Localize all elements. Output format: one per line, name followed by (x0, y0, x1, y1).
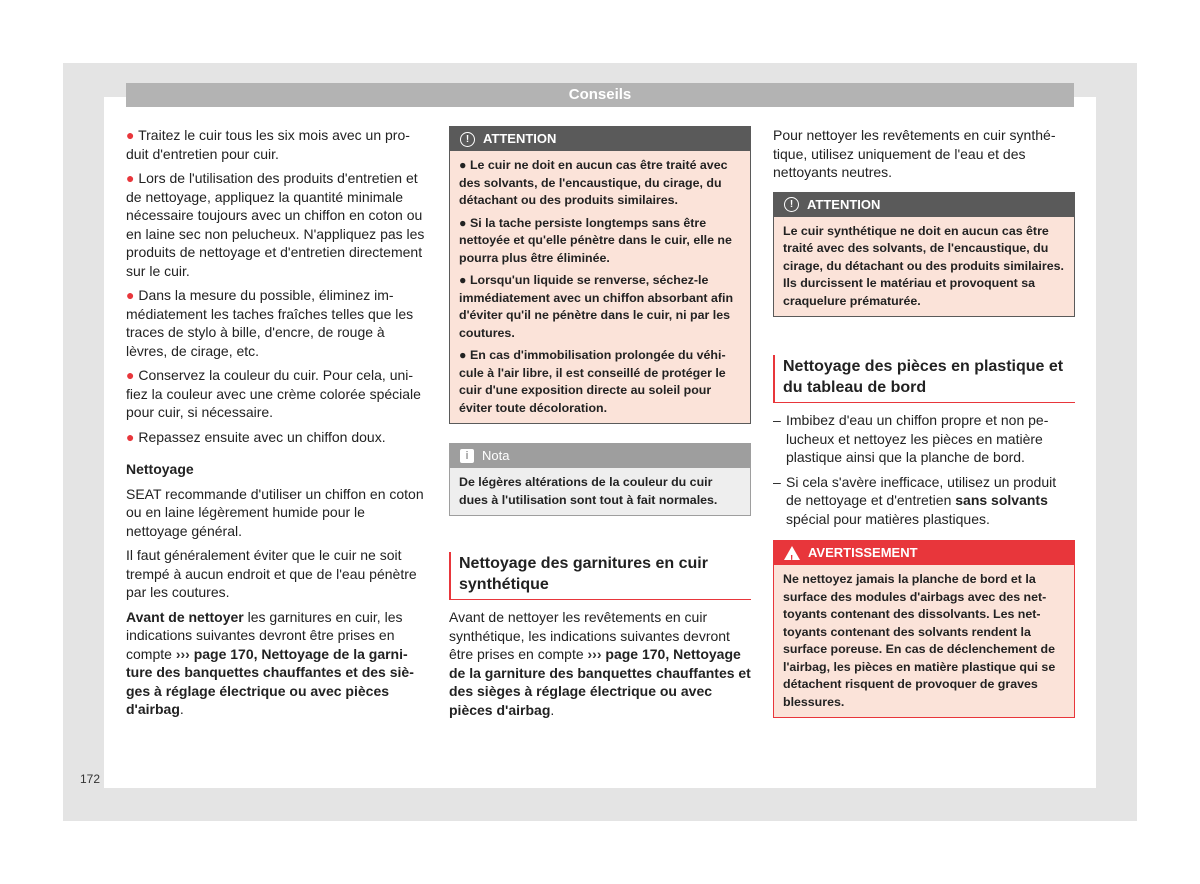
attention-header (774, 193, 1074, 217)
page-number: 172 (80, 772, 101, 786)
list-item: ● Traitez le cuir tous les six mois avec un produit d'entretien pour cuir. (126, 127, 410, 162)
list-item: ● Conservez la couleur du cuir. Pour cela, unifiez la couleur avec une crème colorée spéciale pour cuir, si nécessaire. (126, 367, 421, 420)
nota-header (450, 444, 750, 468)
info-icon: i (460, 449, 474, 463)
list-item: ● En cas d'immobilisation prolongée du véhicule à l'air libre, il est conseillé de protéger le cuir d'une exposition directe au soleil pour éviter toute décoloration. (459, 348, 726, 415)
arrow-icon: ››› (587, 646, 602, 662)
bullet-icon: ● (126, 287, 135, 303)
bullet-icon: ● (459, 158, 467, 172)
subheading-nettoyage: Nettoyage (126, 461, 194, 477)
paragraph: Avant de nettoyer les revêtements en cuir synthétique, les indications suivantes devront être prises en compte ››› page 170, Nettoyage de la garniture des banquettes chauffantes et des sièges à réglage électrique ou avec pièces d'airbag. (449, 609, 751, 718)
section-header: Conseils (126, 83, 1074, 107)
column-left (126, 126, 426, 725)
warning-triangle-icon: ! (784, 546, 800, 560)
warning-box (773, 540, 1075, 718)
attention-header (450, 127, 750, 151)
paragraph: Il faut généralement éviter que le cuir ne soit trempé à aucun endroit et que de l'eau pénètre par les coutures. (126, 547, 417, 600)
section-title-cuir-synthetique: Nettoyage des garnitures en cuir synthétique (449, 552, 751, 600)
warning-circle-icon: ! (460, 132, 475, 147)
column-middle (449, 126, 751, 725)
attention-title: ATTENTION (807, 196, 881, 212)
list-item: ● Si la tache persiste longtemps sans être nettoyée et qu'elle pénètre dans le cuir, elle ne pourra plus être éliminée. (459, 215, 732, 265)
paragraph: Avant de nettoyer les garnitures en cuir, les indications suivantes devront être prises en compte ››› page 170, Nettoyage de la garniture des banquettes chauffantes et des sièges à réglage électrique ou avec pièces d'airbag. (126, 608, 414, 717)
warning-header (774, 541, 1074, 565)
bullet-icon: ● (126, 367, 135, 383)
bullet-icon: ● (126, 428, 135, 445)
dash-icon: – (773, 412, 781, 428)
list-item: ● Le cuir ne doit en aucun cas être traité avec des solvants, de l'encaustique, du cirage, du détachant ou des produits similaires. (459, 158, 728, 207)
list-item: – Si cela s'avère inefficace, utilisez un produit de nettoyage et d'entretien sans solvants spécial pour matières plastiques. (773, 473, 1057, 527)
nota-box (449, 443, 751, 516)
bullet-icon: ● (459, 273, 467, 287)
arrow-icon: ››› (175, 645, 190, 662)
bullet-icon: ● (126, 170, 135, 186)
page-link[interactable]: page 170, Nettoyage de la garniture des banquettes chauffantes et des sièges à réglage électrique ou avec pièces d'airbag (449, 646, 751, 718)
bullet-icon: ● (459, 348, 467, 362)
column-right (773, 126, 1075, 718)
attention-box (773, 192, 1075, 318)
warning-body: Ne nettoyez jamais la planche de bord et la surface des modules d'airbags avec des nettoyants contenant des dissolvants. Les nettoyants contenant des solvants rendent la surface poreuse. En cas de déclenchement de l'airbag, les pièces en matière plastique qui se détachent risquent de provoquer de graves blessures. (774, 565, 1074, 717)
section-title-plastique: Nettoyage des pièces en plastique et du tableau de bord (773, 355, 1075, 403)
bullet-icon: ● (459, 215, 467, 230)
attention-body: Le cuir synthétique ne doit en aucun cas être traité avec des solvants, de l'encaustique, du cirage, du détachant ou des produits similaires. Ils durcissent le matériau et provoquent sa craquelure prématurée. (774, 217, 1074, 317)
attention-title: ATTENTION (483, 131, 557, 146)
list-item: – Imbibez d'eau un chiffon propre et non pelucheux et nettoyez les pièces en matière plastique ainsi que la planche de bord. (773, 412, 1049, 465)
paragraph: SEAT recommande d'utiliser un chiffon en coton ou en laine légèrement humide pour le nettoyage général. (126, 485, 424, 539)
nota-title: Nota (482, 448, 510, 463)
attention-box (449, 126, 751, 424)
paragraph: Pour nettoyer les revêtements en cuir synthétique, utilisez uniquement de l'eau et des nettoyants neutres. (773, 127, 1056, 180)
dash-icon: – (773, 473, 781, 490)
page-link[interactable]: page 170, Nettoyage de la garniture des banquettes chauffantes et des sièges à réglage électrique ou avec pièces d'airbag (126, 645, 414, 717)
nota-body: De légères altérations de la couleur du cuir dues à l'utilisation sont tout à fait normales. (450, 468, 750, 515)
list-item: ● Dans la mesure du possible, éliminez immédiatement les taches fraîches telles que les traces de stylo à bille, d'encre, de rouge à lèvres, de cirage, etc. (126, 287, 414, 359)
bullet-icon: ● (126, 127, 135, 143)
list-item: ● Lors de l'utilisation des produits d'entretien et de nettoyage, appliquez la quantité minimale nécessaire toujours avec un chiffon en coton ou en laine sec non pelucheux. N'appliquez pas les produits de nettoyage et d'entretien directement sur le cuir. (126, 170, 425, 279)
attention-body (450, 151, 750, 423)
list-item: ● Repassez ensuite avec un chiffon doux. (126, 428, 386, 445)
warning-title: AVERTISSEMENT (808, 545, 918, 560)
warning-circle-icon: ! (784, 197, 799, 212)
list-item: ● Lorsqu'un liquide se renverse, séchez-le immédiatement avec un chiffon absorbant afin d'éviter qu'il ne pénètre dans le cuir, ni par les coutures. (459, 273, 734, 340)
